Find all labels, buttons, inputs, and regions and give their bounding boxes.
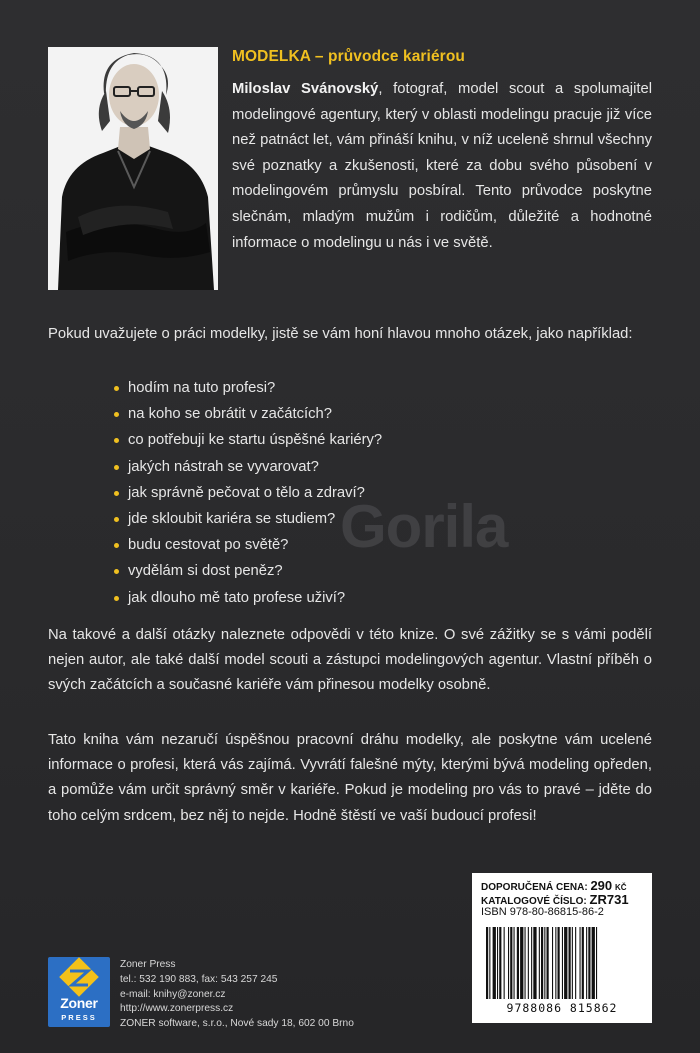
author-name: Miloslav Svánovský xyxy=(232,81,379,97)
bullet-icon xyxy=(114,386,119,391)
list-item: budu cestovat po světě? xyxy=(114,532,594,558)
bullet-icon xyxy=(114,517,119,522)
list-item: na koho se obrátit v začátcích? xyxy=(114,401,594,427)
bullet-icon xyxy=(114,438,119,443)
list-item: co potřebuji ke startu úspěšné kariéry? xyxy=(114,427,594,453)
bullet-icon xyxy=(114,596,119,601)
bullet-icon xyxy=(114,465,119,470)
price-value: 290 xyxy=(590,878,613,893)
publisher-address: ZONER software, s.r.o., Nové sady 18, 602 00 Brno xyxy=(120,1018,354,1030)
price-label: DOPORUČENÁ CENA: xyxy=(481,882,588,893)
bullet-icon xyxy=(114,491,119,496)
publisher-email: e-mail: knihy@zoner.cz xyxy=(120,988,226,1000)
logo-text: Zoner xyxy=(60,995,98,1011)
bullet-icon xyxy=(114,412,119,417)
intro-text: , fotograf, model scout a spolumajitel modelingové agentury, který v oblasti modelingu pracuje již více než patnáct let, vám přináší knihu, v níž uceleně shrnul všechny své poznatky a zkušenosti, které za dobu svého působení v modelingovém průmyslu posbíral. Tento průvodce poskytne slečnám, mladým mužům i rodičům, důležité a hodnotné informace o modelingu u nás i ve světě. xyxy=(232,81,652,251)
catalog-label: KATALOGOVÉ ČÍSLO: xyxy=(481,896,587,907)
publisher-phone: tel.: 532 190 883, fax: 543 257 245 xyxy=(120,973,278,985)
price-row xyxy=(481,878,627,893)
list-item: jde skloubit kariéra se studiem? xyxy=(114,506,594,532)
list-item: jakých nástrah se vyvarovat? xyxy=(114,454,594,480)
watermark: Gorila xyxy=(340,493,508,560)
bullet-icon xyxy=(114,569,119,574)
publisher-web: http://www.zonerpress.cz xyxy=(120,1003,234,1015)
bullet-icon xyxy=(114,543,119,548)
barcode xyxy=(484,927,640,1002)
publisher-logo xyxy=(48,957,110,1027)
list-item: jak dlouho mě tato profese uživí? xyxy=(114,585,594,611)
zoner-emblem-icon xyxy=(48,957,110,997)
list-item: jak správně pečovat o tělo a zdraví? xyxy=(114,480,594,506)
book-title: MODELKA – průvodce kariérou xyxy=(232,48,465,65)
intro-paragraph xyxy=(232,77,652,256)
publisher-name: Zoner Press xyxy=(120,959,176,970)
isbn: ISBN 978-80-86815-86-2 xyxy=(481,906,604,918)
author-photo xyxy=(48,47,218,290)
closing-paragraph: Tato kniha vám nezaručí úspěšnou pracovní dráhu modelky, ale poskytne vám ucelené informace o profesi, která vás zajímá. Vyvrátí falešné mýty, kterými bývá modeling opředen, a pomůže vám určit správný směr v kariéře. Pokud je modeling pro vás to pravé – jděte do toho celým srdcem, bez něj to nejde. Hodně štěstí ve vaší budoucí profesi! xyxy=(48,732,652,824)
price-currency: KČ xyxy=(614,883,627,892)
catalog-value: ZR731 xyxy=(589,892,629,907)
price-box xyxy=(472,873,652,1023)
barcode-number: 9788086 815862 xyxy=(506,1001,618,1015)
logo-subtext: PRESS xyxy=(61,1013,97,1022)
publisher-info xyxy=(120,958,354,1032)
answers-paragraph: Na takové a další otázky naleznete odpovědi v této knize. O své zážitky se s vámi podělí nejen autor, ale také další model scouti a zástupci modelingových agentur. Vlastní příběh o svých začátcích a současné kariéře vám přinesou modelky osobně. xyxy=(48,627,652,694)
list-item: hodím na tuto profesi? xyxy=(114,375,594,401)
list-item: vydělám si dost peněz? xyxy=(114,558,594,584)
catalog-row xyxy=(481,892,629,907)
questions-intro: Pokud uvažujete o práci modelky, jistě se vám honí hlavou mnoho otázek, jako například: xyxy=(48,326,633,342)
